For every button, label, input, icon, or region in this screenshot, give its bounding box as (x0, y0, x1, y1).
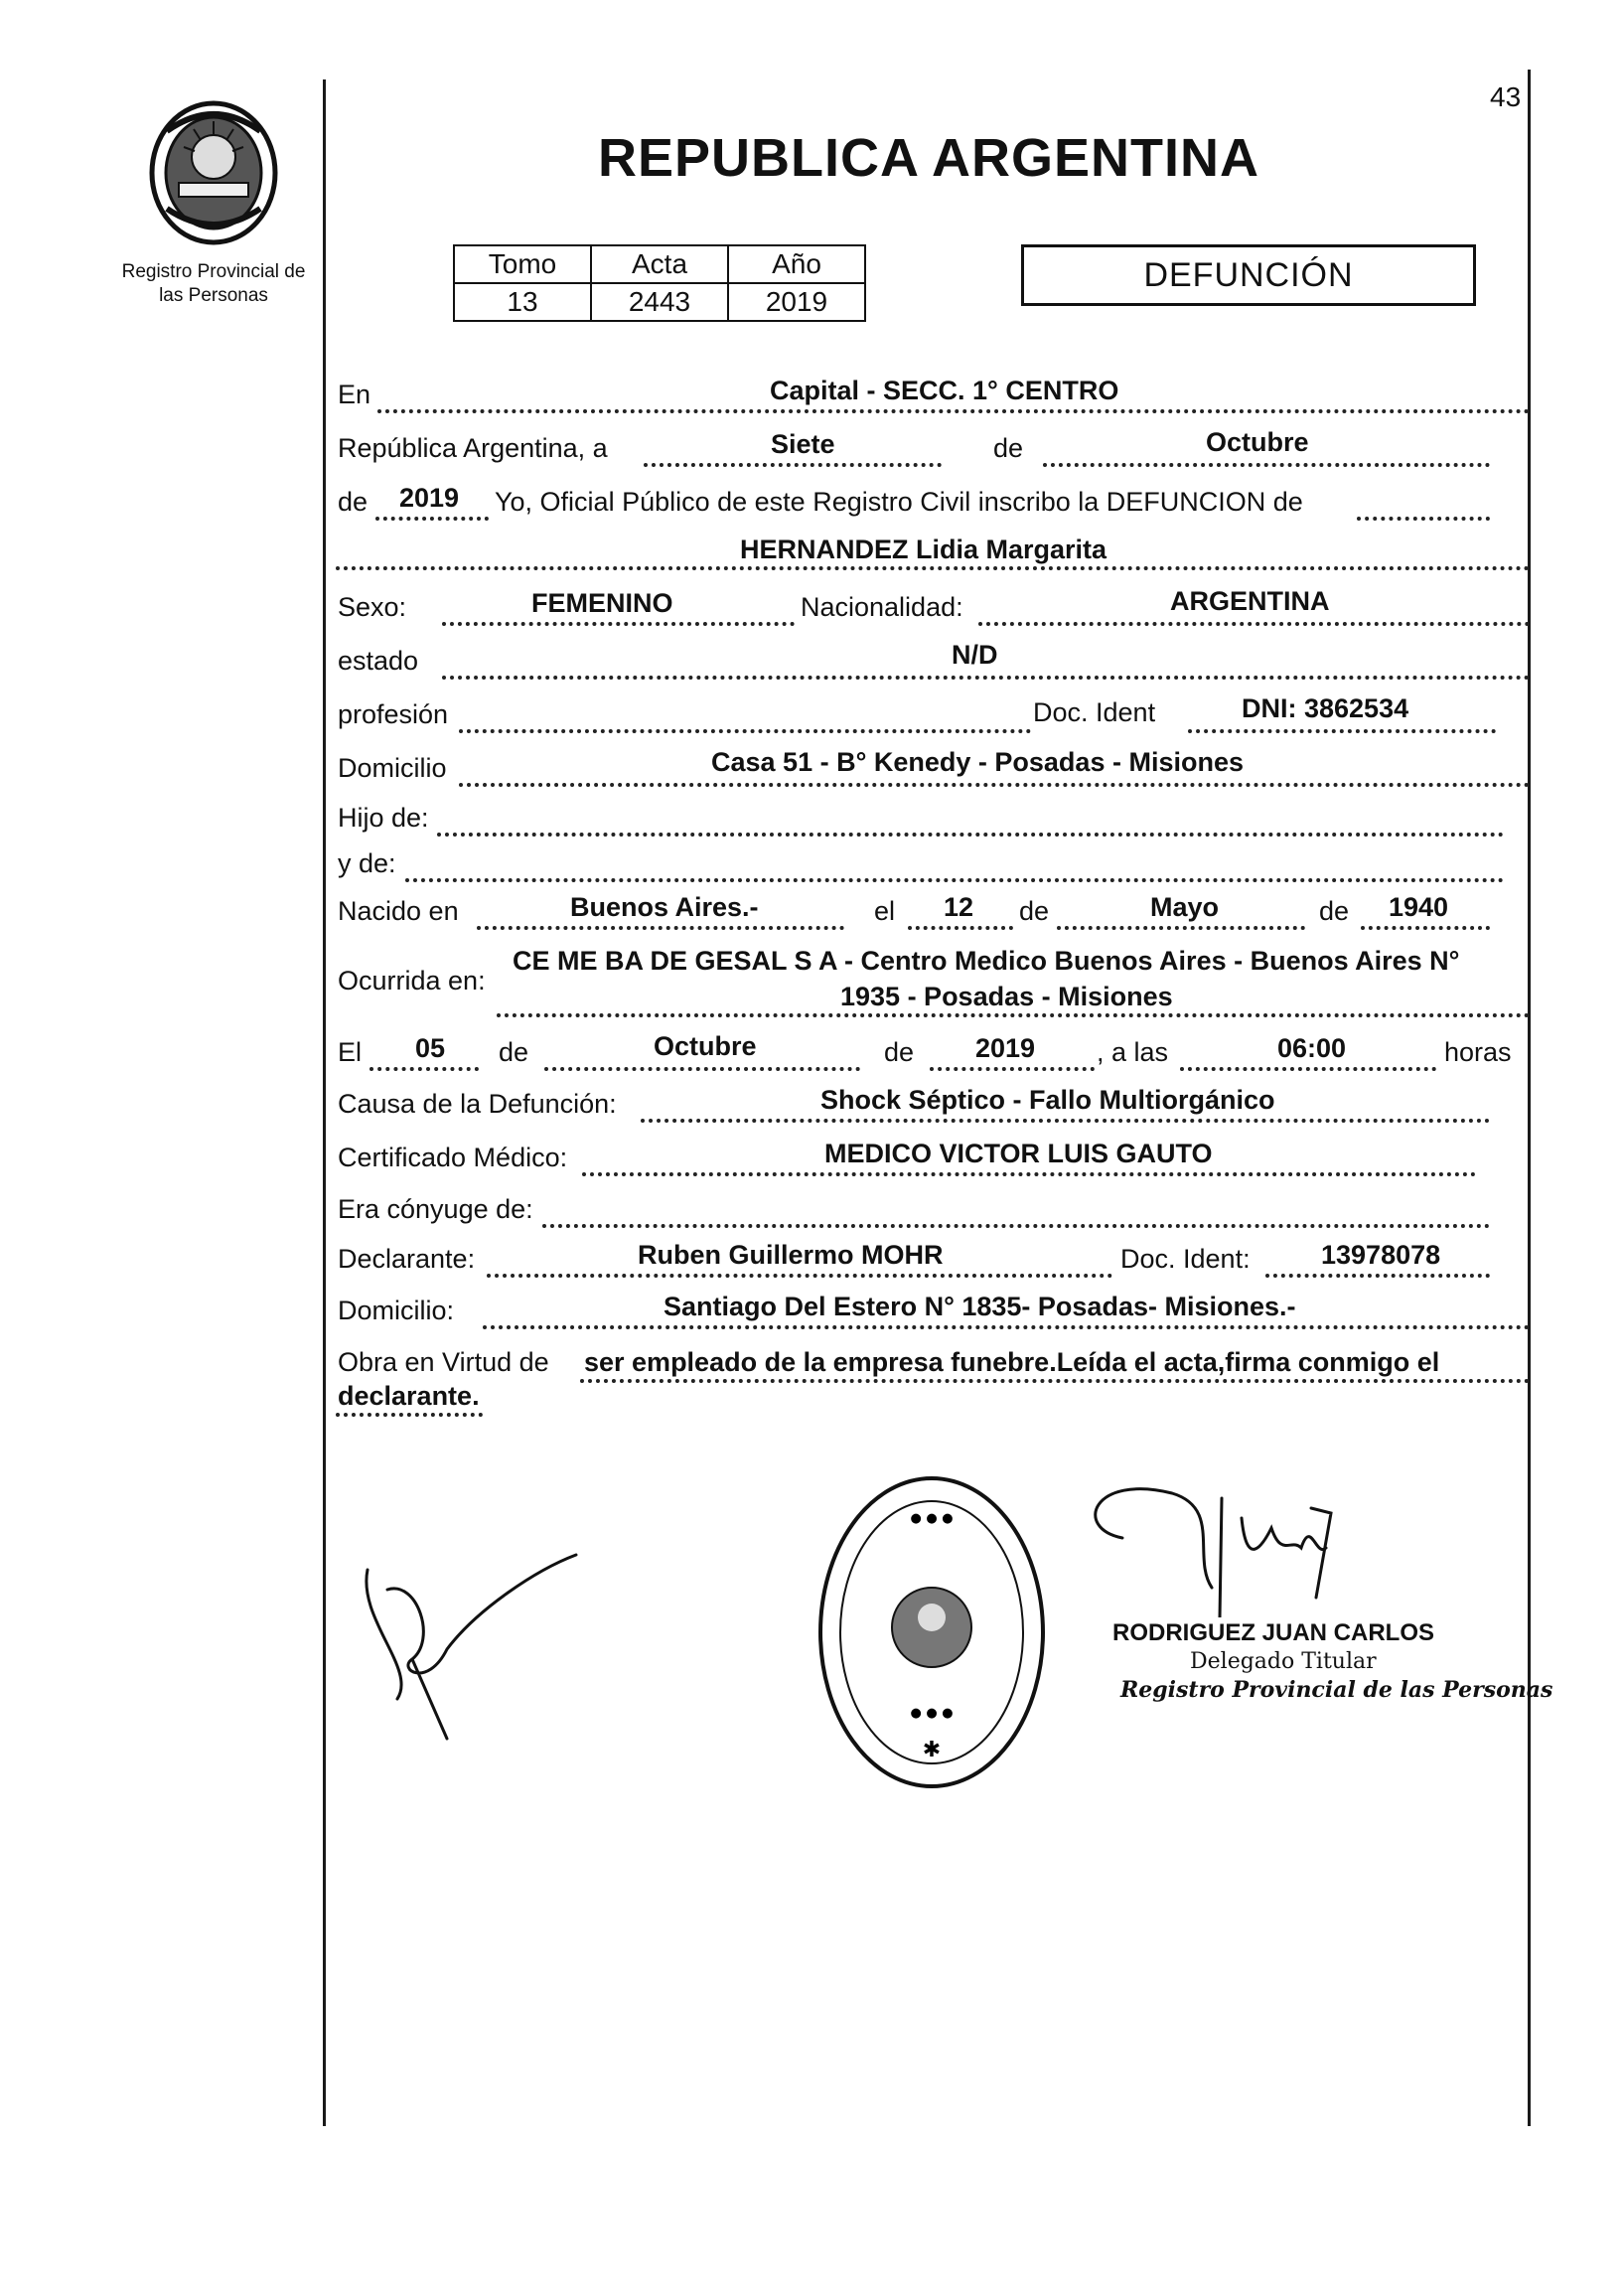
value-nacido-lugar: Buenos Aires.- (570, 892, 759, 922)
value-hora: 06:00 (1277, 1033, 1347, 1063)
value-declarante: Ruben Guillermo MOHR (638, 1240, 944, 1270)
label-de-2: de (338, 487, 369, 517)
label-ocurrida: Ocurrida en: (338, 966, 486, 995)
dotted-line (377, 409, 1530, 413)
svg-text:● ● ●: ● ● ● (910, 1511, 954, 1526)
dotted-line (542, 1224, 1490, 1228)
label-el: el (874, 896, 896, 926)
dotted-line (336, 566, 1530, 570)
label-de-f1: de (499, 1037, 529, 1067)
dotted-line (336, 1413, 483, 1417)
value-causa: Shock Séptico - Fallo Multiorgánico (820, 1085, 1275, 1115)
label-doc-ident-2: Doc. Ident: (1120, 1244, 1251, 1274)
dotted-line (477, 926, 844, 930)
svg-text:✱: ✱ (922, 1738, 942, 1762)
value-doc: DNI: 3862534 (1242, 693, 1409, 723)
dotted-line (580, 1379, 1530, 1383)
value-sexo: FEMENINO (531, 588, 673, 618)
dotted-line (582, 1172, 1476, 1176)
dotted-line (405, 878, 1504, 882)
right-margin-rule (1528, 70, 1531, 2126)
dotted-line (375, 517, 489, 521)
registry-value-row (454, 283, 865, 321)
officer-signature-icon (1073, 1478, 1371, 1617)
dotted-line (437, 833, 1504, 837)
dotted-line (497, 1013, 1530, 1017)
value-fallec-mes: Octubre (654, 1031, 757, 1061)
label-sexo: Sexo: (338, 592, 407, 622)
dotted-line (459, 783, 1530, 787)
dotted-line (487, 1274, 1112, 1278)
dotted-line (1265, 1274, 1490, 1278)
value-ocurrida-linea-2: 1935 - Posadas - Misiones (840, 982, 1173, 1011)
agency-name (99, 260, 328, 308)
label-domicilio: Domicilio (338, 753, 447, 783)
officer-organization: Registro Provincial de las Personas (1120, 1677, 1553, 1703)
value-lugar: Capital - SECC. 1° CENTRO (770, 376, 1119, 405)
value-dia: Siete (771, 429, 835, 459)
agency-line-2: las Personas (159, 285, 268, 306)
dotted-line (641, 1119, 1490, 1123)
provincial-emblem-icon (139, 91, 288, 250)
value-anio: 2019 (399, 483, 460, 513)
label-domicilio-2: Domicilio: (338, 1296, 455, 1325)
dotted-line (930, 1067, 1095, 1071)
label-estado: estado (338, 646, 419, 676)
registry-header-tomo: Tomo (454, 245, 591, 283)
registry-header-row (454, 245, 865, 283)
agency-line-1: Registro Provincial de (121, 261, 306, 282)
value-domicilio: Casa 51 - B° Kenedy - Posadas - Misiones (711, 747, 1244, 777)
registry-header-acta: Acta (591, 245, 728, 283)
dotted-line (1043, 463, 1490, 467)
value-nacido-dia: 12 (944, 892, 974, 922)
label-en: En (338, 380, 371, 409)
dotted-line (1357, 517, 1490, 521)
label-hijo-de: Hijo de: (338, 803, 429, 833)
label-y-de: y de: (338, 848, 396, 878)
left-margin-rule (323, 79, 326, 2126)
label-el-2: El (338, 1037, 363, 1067)
label-de-1: de (993, 433, 1024, 463)
value-obra-linea-1: ser empleado de la empresa funebre.Leída el acta,firma conmigo el (584, 1347, 1440, 1377)
label-certificado: Certificado Médico: (338, 1143, 568, 1172)
officer-role: Delegado Titular (1190, 1649, 1377, 1674)
svg-text:● ● ●: ● ● ● (910, 1706, 954, 1721)
dotted-line (442, 622, 795, 626)
label-profesion: profesión (338, 699, 449, 729)
label-nacionalidad: Nacionalidad: (801, 592, 963, 622)
value-declarante-domicilio: Santiago Del Estero N° 1835- Posadas- Misiones.- (664, 1292, 1296, 1321)
officer-name: RODRIGUEZ JUAN CARLOS (1112, 1619, 1435, 1646)
dotted-line (369, 1067, 479, 1071)
value-mes: Octubre (1206, 427, 1309, 457)
label-republica: República Argentina, a (338, 433, 608, 463)
page-title: REPUBLICA ARGENTINA (598, 128, 1259, 188)
declarant-signature-icon (358, 1550, 586, 1749)
label-causa: Causa de la Defunción: (338, 1089, 617, 1119)
value-certificado: MEDICO VICTOR LUIS GAUTO (824, 1139, 1213, 1168)
value-obra-linea-2: declarante. (338, 1381, 480, 1411)
label-de-f2: de (884, 1037, 915, 1067)
dotted-line (1057, 926, 1305, 930)
value-fallec-dia: 05 (415, 1033, 446, 1063)
value-estado: N/D (952, 640, 998, 670)
label-declarante: Declarante: (338, 1244, 476, 1274)
label-a-las: , a las (1097, 1037, 1169, 1067)
dotted-line (544, 1067, 860, 1071)
label-oficial: Yo, Oficial Público de este Registro Civil inscribo la DEFUNCION de (495, 487, 1303, 517)
page-number: 43 (1490, 81, 1522, 112)
value-declarante-doc: 13978078 (1321, 1240, 1441, 1270)
label-nacido-en: Nacido en (338, 896, 459, 926)
dotted-line (1188, 729, 1496, 733)
registry-value-tomo: 13 (454, 283, 591, 321)
dotted-line (908, 926, 1013, 930)
registry-value-acta: 2443 (591, 283, 728, 321)
record-type-box: DEFUNCIÓN (1021, 244, 1476, 306)
dotted-line (644, 463, 942, 467)
value-nombre: HERNANDEZ Lidia Margarita (740, 535, 1107, 564)
official-seal-icon (812, 1468, 1051, 1796)
label-horas: horas (1444, 1037, 1512, 1067)
dotted-line (483, 1325, 1530, 1329)
dotted-line (459, 729, 1031, 733)
dotted-line (1361, 926, 1490, 930)
value-nacido-anio: 1940 (1389, 892, 1449, 922)
registry-header-anio: Año (728, 245, 865, 283)
label-de-n2: de (1319, 896, 1350, 926)
label-doc-ident: Doc. Ident (1033, 697, 1156, 727)
dotted-line (978, 622, 1530, 626)
dotted-line (442, 676, 1530, 680)
value-nacionalidad: ARGENTINA (1170, 586, 1330, 616)
value-fallec-anio: 2019 (975, 1033, 1036, 1063)
registry-value-anio: 2019 (728, 283, 865, 321)
label-conyuge: Era cónyuge de: (338, 1194, 533, 1224)
label-de-n1: de (1019, 896, 1050, 926)
label-obra-en: Obra en Virtud de (338, 1347, 549, 1377)
value-ocurrida-linea-1: CE ME BA DE GESAL S A - Centro Medico Buenos Aires - Buenos Aires N° (513, 946, 1460, 976)
dotted-line (1180, 1067, 1436, 1071)
registry-table (453, 244, 866, 322)
value-nacido-mes: Mayo (1150, 892, 1220, 922)
